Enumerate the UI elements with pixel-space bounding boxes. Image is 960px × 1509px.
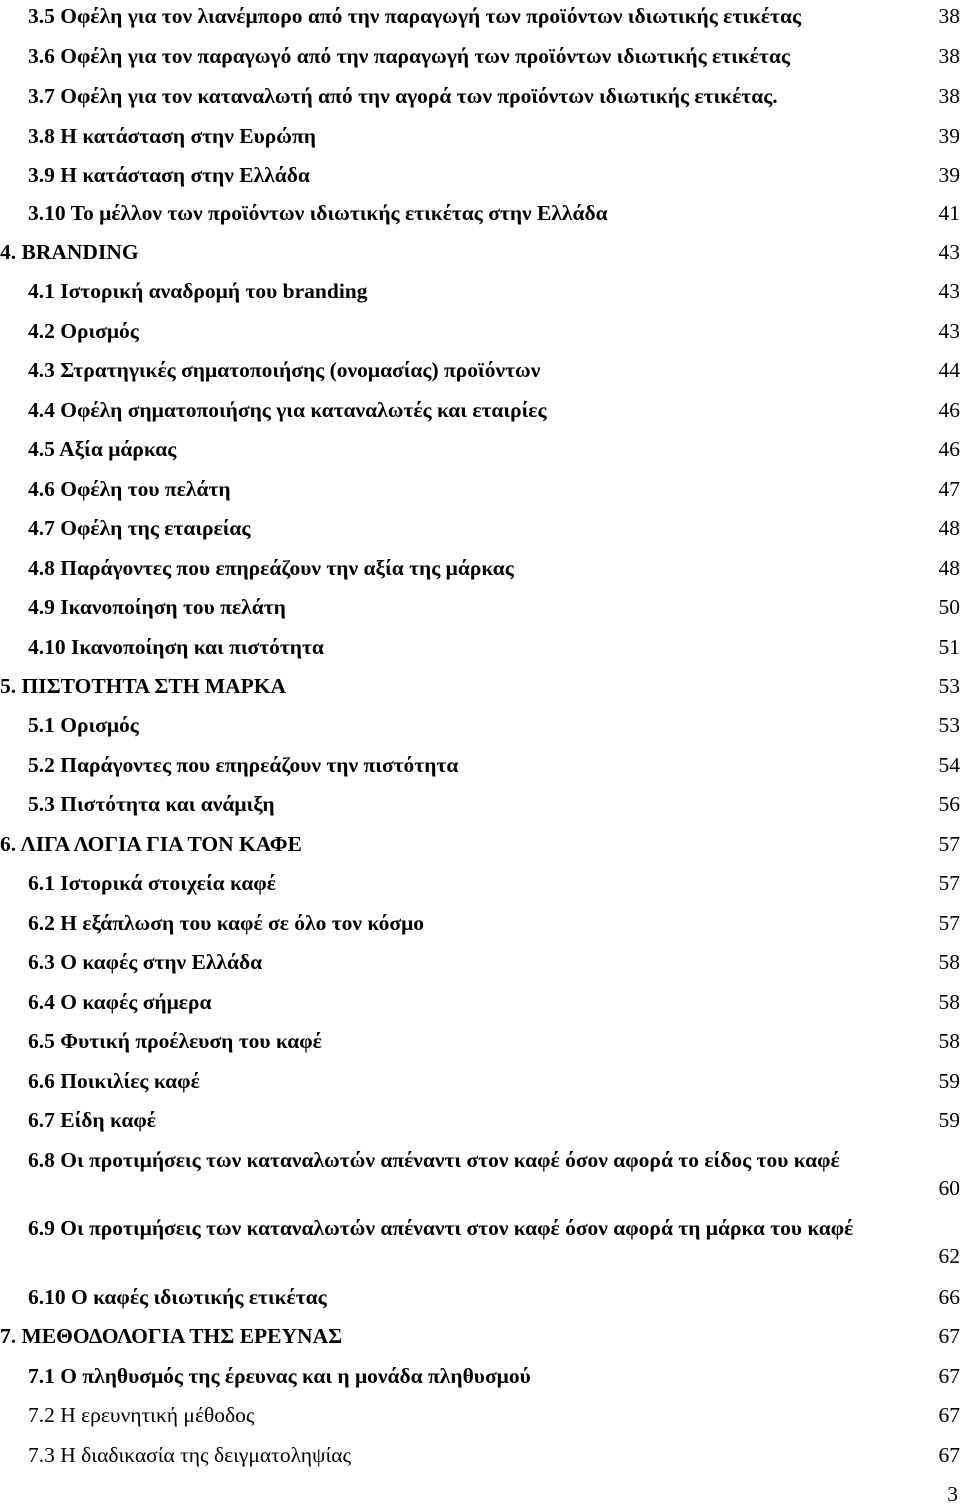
toc-entry-title: 6.7 Είδη καφέ: [28, 1108, 156, 1132]
toc-entry-page: 38: [938, 84, 960, 108]
toc-entry-page: 57: [938, 871, 960, 895]
toc-entry-title: 3.9 Η κατάσταση στην Ελλάδα: [28, 163, 310, 187]
toc-entry-title: 4.7 Οφέλη της εταιρείας: [28, 516, 251, 540]
toc-entry-title: 3.8 Η κατάσταση στην Ευρώπη: [28, 124, 316, 148]
toc-entry-title: 5.3 Πιστότητα και ανάμιξη: [28, 792, 275, 816]
toc-entry-page: 38: [938, 4, 960, 28]
toc-entry-page: 58: [938, 1029, 960, 1053]
toc-entry-title: 4.10 Ικανοποίηση και πιστότητα: [28, 635, 324, 659]
toc-entry-title: 4.5 Αξία μάρκας: [28, 437, 177, 461]
toc-entry-page: 58: [938, 950, 960, 974]
toc-entry-page: 66: [938, 1285, 960, 1309]
toc-entry-page: 51: [938, 635, 960, 659]
toc-entry-page: 43: [938, 319, 960, 343]
toc-entry-page: 41: [938, 201, 960, 225]
toc-entry-title: 4.3 Στρατηγικές σηματοποιήσης (ονομασίας) προϊόντων: [28, 358, 541, 382]
toc-entry-page: 43: [938, 240, 960, 264]
toc-entry-title: 6.2 Η εξάπλωση του καφέ σε όλο τον κόσμο: [28, 911, 425, 935]
toc-entry-title: 7.2 Η ερευνητική μέθοδος: [28, 1403, 255, 1427]
toc-entry-page: 53: [938, 674, 960, 698]
toc-entry-title: 4. BRANDING: [0, 240, 139, 264]
toc-entry-title: 3.7 Οφέλη για τον καταναλωτή από την αγορά των προϊόντων ιδιωτικής ετικέτας.: [28, 84, 778, 108]
toc-entry-page: 62: [938, 1244, 960, 1268]
toc-entry-page: 67: [938, 1443, 960, 1467]
toc-entry-title: 4.4 Οφέλη σηματοποιήσης για καταναλωτές και εταιρίες: [28, 398, 547, 422]
toc-entry-page: 60: [938, 1176, 960, 1200]
toc-entry-title: 3.5 Οφέλη για τον λιανέμπορο από την παραγωγή των προϊόντων ιδιωτικής ετικέτας: [28, 4, 802, 28]
toc-entry-page: 57: [938, 911, 960, 935]
toc-entry-title: 3.6 Οφέλη για τον παραγωγό από την παραγωγή των προϊόντων ιδιωτικής ετικέτας: [28, 44, 790, 68]
toc-entry-page: 43: [938, 279, 960, 303]
toc-entry-title: 6.5 Φυτική προέλευση του καφέ: [28, 1029, 322, 1053]
toc-entry-page: 56: [938, 792, 960, 816]
toc-entry-page: 54: [938, 753, 960, 777]
toc-entry-title: 5.2 Παράγοντες που επηρεάζουν την πιστότητα: [28, 753, 459, 777]
toc-entry-title: 7. ΜΕΘΟΔΟΛΟΓΙΑ ΤΗΣ ΕΡΕΥΝΑΣ: [0, 1324, 343, 1348]
toc-entry-page: 67: [938, 1324, 960, 1348]
toc-entry-title: 3.10 Το μέλλον των προϊόντων ιδιωτικής ετικέτας στην Ελλάδα: [28, 201, 608, 225]
toc-entry-page: 53: [938, 713, 960, 737]
toc-entry-title: 5. ΠΙΣΤΟΤΗΤΑ ΣΤΗ ΜΑΡΚΑ: [0, 674, 287, 698]
toc-entry-title: 6. ΛΙΓΑ ΛΟΓΙΑ ΓΙΑ ΤΟΝ ΚΑΦΕ: [0, 832, 302, 856]
toc-entry-title: 6.6 Ποικιλίες καφέ: [28, 1069, 200, 1093]
toc-entry-page: 48: [938, 516, 960, 540]
toc-entry-title: 6.1 Ιστορικά στοιχεία καφέ: [28, 871, 276, 895]
toc-entry-page: 67: [938, 1364, 960, 1388]
toc-entry-page: 46: [938, 398, 960, 422]
toc-entry-page: 59: [938, 1069, 960, 1093]
toc-entry-page: 48: [938, 556, 960, 580]
toc-entry-page: 58: [938, 990, 960, 1014]
toc-entry-page: 57: [938, 832, 960, 856]
toc-entry-page: 39: [938, 163, 960, 187]
toc-entry-title: 6.9 Οι προτιμήσεις των καταναλωτών απέναντι στον καφέ όσον αφορά τη μάρκα του καφέ: [28, 1216, 854, 1240]
toc-entry-page: 38: [938, 44, 960, 68]
toc-entry-page: 44: [938, 358, 960, 382]
toc-entry-page: 39: [938, 124, 960, 148]
toc-entry-title: 4.8 Παράγοντες που επηρεάζουν την αξία της μάρκας: [28, 556, 514, 580]
toc-entry-title: 6.8 Οι προτιμήσεις των καταναλωτών απέναντι στον καφέ όσον αφορά το είδος του καφέ: [28, 1148, 840, 1172]
toc-entry-page: 46: [938, 437, 960, 461]
toc-entry-title: 7.3 Η διαδικασία της δειγματοληψίας: [28, 1443, 352, 1467]
toc-entry-page: 50: [938, 595, 960, 619]
page-number: 3: [947, 1482, 958, 1506]
toc-entry-page: 47: [938, 477, 960, 501]
toc-entry-page: 59: [938, 1108, 960, 1132]
toc-entry-title: 4.9 Ικανοποίηση του πελάτη: [28, 595, 286, 619]
toc-entry-title: 6.3 Ο καφές στην Ελλάδα: [28, 950, 263, 974]
toc-entry-title: 5.1 Ορισμός: [28, 713, 139, 737]
toc-entry-title: 6.10 Ο καφές ιδιωτικής ετικέτας: [28, 1285, 327, 1309]
toc-entry-title: 6.4 Ο καφές σήμερα: [28, 990, 212, 1014]
toc-entry-title: 7.1 Ο πληθυσμός της έρευνας και η μονάδα πληθυσμού: [28, 1364, 531, 1388]
toc-entry-page: 67: [938, 1403, 960, 1427]
toc-entry-title: 4.1 Ιστορική αναδρομή του branding: [28, 279, 368, 303]
toc-entry-title: 4.6 Οφέλη του πελάτη: [28, 477, 231, 501]
toc-entry-title: 4.2 Ορισμός: [28, 319, 139, 343]
